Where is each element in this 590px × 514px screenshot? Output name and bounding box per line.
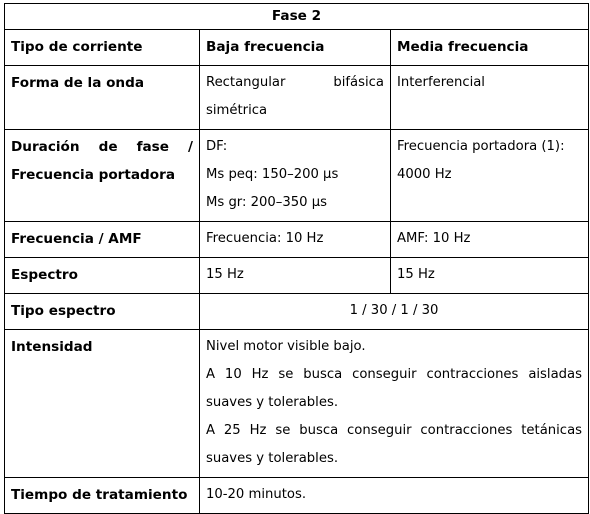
- table-title: Fase 2: [5, 4, 589, 30]
- header-media-frecuencia: Media frecuencia: [391, 30, 589, 66]
- table-row-tipo-espectro: [5, 294, 589, 330]
- cell-intensidad: [200, 330, 589, 478]
- table-row-tiempo: [5, 478, 589, 514]
- row-label-forma-onda: Forma de la onda: [5, 66, 200, 130]
- cell-espectro-media: 15 Hz: [391, 258, 589, 294]
- cell-frecuencia-media: AMF: 10 Hz: [391, 222, 589, 258]
- cell-forma-baja: [200, 66, 391, 130]
- row-label-tiempo: Tiempo de tratamiento: [5, 478, 200, 514]
- table-row-espectro: [5, 258, 589, 294]
- cell-intensidad-line1: Nivel motor visible bajo.: [206, 339, 366, 354]
- treatment-parameters-table: [4, 3, 589, 514]
- cell-tiempo: 10-20 minutos.: [200, 478, 589, 514]
- cell-duracion-media-line1: Frecuencia portadora (1):: [397, 139, 565, 154]
- cell-duracion-baja-line2: Ms peq: 150–200 µs: [206, 167, 339, 182]
- row-label-duracion-line2: Frecuencia portadora: [11, 167, 175, 183]
- cell-forma-media: Interferencial: [391, 66, 589, 130]
- cell-intensidad-para3: A 25 Hz se busca conseguir contracciones tetánicas suaves y tolerables.: [206, 423, 583, 466]
- cell-forma-baja-line2: simétrica: [206, 103, 268, 118]
- cell-tipo-espectro: 1 / 30 / 1 / 30: [200, 294, 589, 330]
- header-baja-frecuencia: Baja frecuencia: [200, 30, 391, 66]
- row-label-frecuencia: Frecuencia / AMF: [5, 222, 200, 258]
- header-tipo-corriente: Tipo de corriente: [5, 30, 200, 66]
- row-label-duracion-fase: [5, 130, 200, 222]
- table-row-forma-onda: [5, 66, 589, 130]
- cell-duracion-baja-line3: Ms gr: 200–350 µs: [206, 195, 328, 210]
- cell-forma-baja-line1: Rectangular bifásica: [206, 75, 384, 90]
- cell-duracion-baja: [200, 130, 391, 222]
- cell-duracion-media-line2: 4000 Hz: [397, 167, 452, 182]
- table-title-row: [5, 4, 589, 30]
- table-row-intensidad: [5, 330, 589, 478]
- row-label-tipo-espectro: Tipo espectro: [5, 294, 200, 330]
- table-header-row: [5, 30, 589, 66]
- table-row-duracion-fase: [5, 130, 589, 222]
- cell-intensidad-para2: A 10 Hz se busca conseguir contracciones aisladas suaves y tolerables.: [206, 367, 583, 410]
- cell-espectro-baja: 15 Hz: [200, 258, 391, 294]
- row-label-intensidad: Intensidad: [5, 330, 200, 478]
- cell-frecuencia-baja: Frecuencia: 10 Hz: [200, 222, 391, 258]
- row-label-duracion-line1: Duración de fase /: [11, 139, 193, 155]
- cell-duracion-baja-line1: DF:: [206, 139, 228, 154]
- table-row-frecuencia: [5, 222, 589, 258]
- row-label-espectro: Espectro: [5, 258, 200, 294]
- cell-duracion-media: [391, 130, 589, 222]
